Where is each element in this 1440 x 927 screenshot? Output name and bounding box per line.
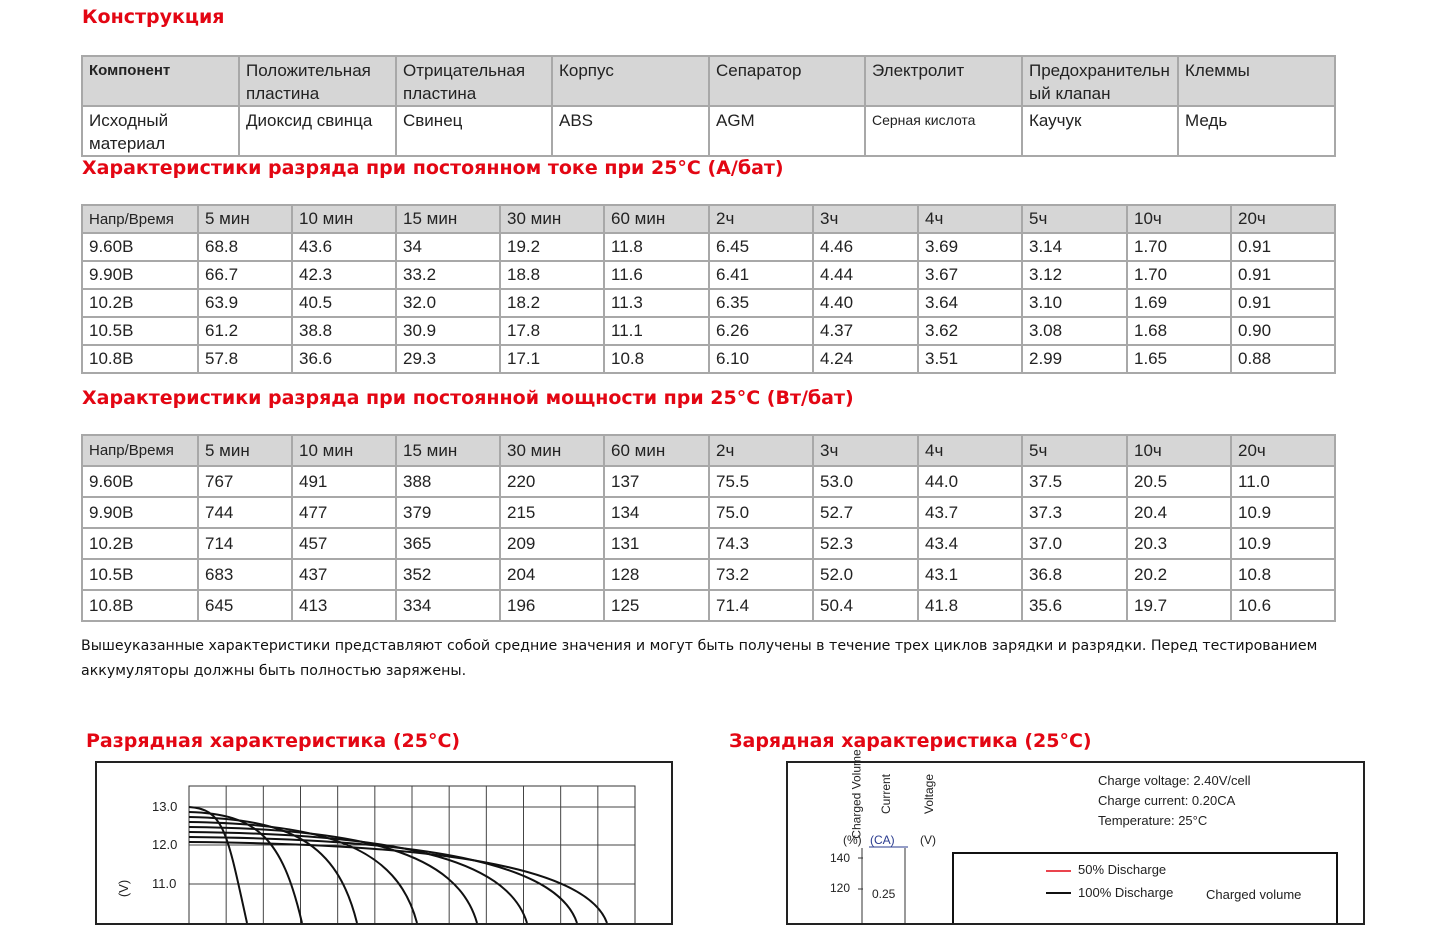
header-cell: 5ч — [1022, 435, 1127, 466]
voltage-cell: 10.5В — [82, 317, 198, 345]
charge-current-info: Charge current: 0.20CA — [1098, 793, 1236, 808]
discharge-chart-title: Разрядная характеристика (25°C) — [86, 730, 461, 752]
value-cell: 37.0 — [1022, 528, 1127, 559]
header-cell: 10 мин — [292, 435, 396, 466]
value-cell: 1.70 — [1127, 233, 1231, 261]
voltage-cell: 10.8В — [82, 590, 198, 621]
axis-label: Voltage — [922, 773, 937, 815]
value-cell: 767 — [198, 466, 292, 497]
value-cell: 10.8 — [1231, 559, 1335, 590]
voltage-cell: 10.2В — [82, 528, 198, 559]
value-cell: 491 — [292, 466, 396, 497]
value-cell: 137 — [604, 466, 709, 497]
value-cell: 744 — [198, 497, 292, 528]
table-cell: Диоксид свинца — [239, 106, 396, 156]
discharge-chart-frame — [95, 761, 673, 925]
value-cell: 196 — [500, 590, 604, 621]
charge-voltage-info: Charge voltage: 2.40V/cell — [1098, 773, 1251, 788]
value-cell: 30.9 — [396, 317, 500, 345]
value-cell: 683 — [198, 559, 292, 590]
value-cell: 11.0 — [1231, 466, 1335, 497]
table-cell: AGM — [709, 106, 865, 156]
value-cell: 74.3 — [709, 528, 813, 559]
header-cell: 2ч — [709, 205, 813, 233]
power-discharge-table — [81, 434, 1336, 622]
table-row — [82, 233, 1335, 261]
value-cell: 0.90 — [1231, 317, 1335, 345]
table-cell: Медь — [1178, 106, 1335, 156]
value-cell: 44.0 — [918, 466, 1022, 497]
value-cell: 52.7 — [813, 497, 918, 528]
value-cell: 29.3 — [396, 345, 500, 373]
value-cell: 3.62 — [918, 317, 1022, 345]
value-cell: 33.2 — [396, 261, 500, 289]
discharge-gridlines — [189, 786, 635, 923]
value-cell: 17.1 — [500, 345, 604, 373]
value-cell: 36.8 — [1022, 559, 1127, 590]
value-cell: 0.88 — [1231, 345, 1335, 373]
value-cell: 209 — [500, 528, 604, 559]
value-cell: 10.9 — [1231, 497, 1335, 528]
value-cell: 11.6 — [604, 261, 709, 289]
current-discharge-table — [81, 204, 1336, 374]
value-cell: 4.37 — [813, 317, 918, 345]
axis-unit: (%) — [843, 833, 862, 847]
value-cell: 0.91 — [1231, 233, 1335, 261]
value-cell: 34 — [396, 233, 500, 261]
voltage-cell: 10.2В — [82, 289, 198, 317]
header-cell: 10 мин — [292, 205, 396, 233]
header-cell: 60 мин — [604, 205, 709, 233]
table-header-row — [82, 435, 1335, 466]
charge-chart-frame — [786, 749, 1365, 925]
voltage-cell: 9.60В — [82, 466, 198, 497]
header-cell: 5ч — [1022, 205, 1127, 233]
construction-title: Конструкция — [82, 6, 225, 28]
value-cell: 57.8 — [198, 345, 292, 373]
header-cell: 5 мин — [198, 205, 292, 233]
value-cell: 52.0 — [813, 559, 918, 590]
value-cell: 35.6 — [1022, 590, 1127, 621]
value-cell: 43.1 — [918, 559, 1022, 590]
value-cell: 134 — [604, 497, 709, 528]
construction-header-row — [82, 56, 1335, 106]
table-cell: Серная кислота — [865, 106, 1022, 156]
value-cell: 215 — [500, 497, 604, 528]
header-cell: 3ч — [813, 435, 918, 466]
value-cell: 18.8 — [500, 261, 604, 289]
table-row — [82, 590, 1335, 621]
value-cell: 19.7 — [1127, 590, 1231, 621]
y-tick-label: 13.0 — [152, 799, 178, 814]
value-cell: 43.4 — [918, 528, 1022, 559]
value-cell: 6.35 — [709, 289, 813, 317]
value-cell: 437 — [292, 559, 396, 590]
value-cell: 11.8 — [604, 233, 709, 261]
value-cell: 18.2 — [500, 289, 604, 317]
axis-label: Charged Volume — [849, 749, 864, 839]
table-row — [82, 261, 1335, 289]
header-cell: Предохранительный клапан — [1022, 56, 1178, 106]
value-cell: 0.91 — [1231, 289, 1335, 317]
voltage-cell: 9.90В — [82, 261, 198, 289]
legend-50-label: 50% Discharge — [1078, 862, 1167, 877]
header-cell: 20ч — [1231, 435, 1335, 466]
value-cell: 66.7 — [198, 261, 292, 289]
value-cell: 40.5 — [292, 289, 396, 317]
value-cell: 6.10 — [709, 345, 813, 373]
voltage-cell: 10.8В — [82, 345, 198, 373]
value-cell: 37.5 — [1022, 466, 1127, 497]
value-cell: 1.65 — [1127, 345, 1231, 373]
value-cell: 379 — [396, 497, 500, 528]
header-cell: 5 мин — [198, 435, 292, 466]
value-cell: 20.3 — [1127, 528, 1231, 559]
header-cell: 30 мин — [500, 205, 604, 233]
value-cell: 75.0 — [709, 497, 813, 528]
value-cell: 334 — [396, 590, 500, 621]
header-cell: 4ч — [918, 435, 1022, 466]
table-row — [82, 528, 1335, 559]
value-cell: 131 — [604, 528, 709, 559]
table-row — [82, 497, 1335, 528]
value-cell: 43.7 — [918, 497, 1022, 528]
voltage-cell: 9.60В — [82, 233, 198, 261]
value-cell: 204 — [500, 559, 604, 590]
y-tick-label: 11.0 — [152, 876, 177, 891]
value-cell: 50.4 — [813, 590, 918, 621]
header-cell: 30 мин — [500, 435, 604, 466]
value-cell: 53.0 — [813, 466, 918, 497]
construction-material-row — [82, 106, 1335, 156]
table-row — [82, 559, 1335, 590]
axis-unit: (V) — [920, 833, 936, 847]
value-cell: 36.6 — [292, 345, 396, 373]
value-cell: 3.10 — [1022, 289, 1127, 317]
value-cell: 20.4 — [1127, 497, 1231, 528]
value-cell: 3.12 — [1022, 261, 1127, 289]
axis-label: Current — [879, 773, 894, 815]
value-cell: 10.6 — [1231, 590, 1335, 621]
voltage-cell: 10.5В — [82, 559, 198, 590]
value-cell: 20.5 — [1127, 466, 1231, 497]
value-cell: 11.3 — [604, 289, 709, 317]
value-cell: 6.45 — [709, 233, 813, 261]
y-tick-label: 120 — [830, 881, 851, 895]
value-cell: 20.2 — [1127, 559, 1231, 590]
discharge-curve — [189, 832, 527, 923]
header-cell: 60 мин — [604, 435, 709, 466]
header-cell: 10ч — [1127, 205, 1231, 233]
value-cell: 125 — [604, 590, 709, 621]
value-cell: 3.67 — [918, 261, 1022, 289]
value-cell: 2.99 — [1022, 345, 1127, 373]
discharge-curves — [189, 807, 607, 923]
value-cell: 128 — [604, 559, 709, 590]
table-row — [82, 466, 1335, 497]
value-cell: 61.2 — [198, 317, 292, 345]
value-cell: 352 — [396, 559, 500, 590]
header-cell: Положительная пластина — [239, 56, 396, 106]
table-cell: Свинец — [396, 106, 552, 156]
value-cell: 19.2 — [500, 233, 604, 261]
value-cell: 3.08 — [1022, 317, 1127, 345]
value-cell: 38.8 — [292, 317, 396, 345]
current-tick-label: 0.25 — [872, 887, 896, 901]
value-cell: 1.69 — [1127, 289, 1231, 317]
value-cell: 0.91 — [1231, 261, 1335, 289]
header-cell: 10ч — [1127, 435, 1231, 466]
value-cell: 37.3 — [1022, 497, 1127, 528]
header-cell: 3ч — [813, 205, 918, 233]
value-cell: 714 — [198, 528, 292, 559]
header-cell: 2ч — [709, 435, 813, 466]
temperature-info: Temperature: 25°C — [1098, 813, 1208, 828]
header-cell: Напр/Время — [82, 435, 198, 466]
y-axis-unit: (V) — [116, 879, 132, 898]
value-cell: 4.46 — [813, 233, 918, 261]
table-cell: Исходный материал — [82, 106, 239, 156]
header-cell: Сепаратор — [709, 56, 865, 106]
header-cell: 20ч — [1231, 205, 1335, 233]
current-table-body — [82, 205, 1335, 373]
power-table-body — [82, 435, 1335, 621]
value-cell: 388 — [396, 466, 500, 497]
value-cell: 68.8 — [198, 233, 292, 261]
value-cell: 3.51 — [918, 345, 1022, 373]
value-cell: 645 — [198, 590, 292, 621]
value-cell: 3.69 — [918, 233, 1022, 261]
header-cell: Электролит — [865, 56, 1022, 106]
y-tick-label: 140 — [830, 851, 851, 865]
table-header-row — [82, 205, 1335, 233]
header-cell: Клеммы — [1178, 56, 1335, 106]
footnote-text: Вышеуказанные характеристики представляют собой средние значения и могут быть получены в течение трех циклов зарядки и разрядки. Перед тестированием аккумуляторы должны быть полностью заряжены. — [81, 638, 1318, 679]
value-cell: 3.64 — [918, 289, 1022, 317]
value-cell: 4.24 — [813, 345, 918, 373]
value-cell: 3.14 — [1022, 233, 1127, 261]
axis-unit: (CA) — [870, 833, 895, 847]
value-cell: 73.2 — [709, 559, 813, 590]
power-table-title: Характеристики разряда при постоянной мощности при 25°C (Вт/бат) — [82, 387, 854, 409]
table-row — [82, 289, 1335, 317]
value-cell: 32.0 — [396, 289, 500, 317]
charged-volume-label: Charged volume — [1206, 887, 1302, 902]
y-tick-label: 12.0 — [152, 837, 178, 852]
legend-100-label: 100% Discharge — [1078, 885, 1174, 900]
value-cell: 11.1 — [604, 317, 709, 345]
value-cell: 10.8 — [604, 345, 709, 373]
value-cell: 413 — [292, 590, 396, 621]
value-cell: 43.6 — [292, 233, 396, 261]
header-cell: 15 мин — [396, 435, 500, 466]
value-cell: 41.8 — [918, 590, 1022, 621]
value-cell: 477 — [292, 497, 396, 528]
value-cell: 52.3 — [813, 528, 918, 559]
construction-table — [81, 55, 1336, 157]
value-cell: 220 — [500, 466, 604, 497]
value-cell: 457 — [292, 528, 396, 559]
table-row — [82, 317, 1335, 345]
value-cell: 75.5 — [709, 466, 813, 497]
current-table-title: Характеристики разряда при постоянном токе при 25°C (А/бат) — [82, 157, 784, 179]
value-cell: 1.70 — [1127, 261, 1231, 289]
value-cell: 17.8 — [500, 317, 604, 345]
table-cell: Каучук — [1022, 106, 1178, 156]
value-cell: 4.44 — [813, 261, 918, 289]
value-cell: 365 — [396, 528, 500, 559]
value-cell: 42.3 — [292, 261, 396, 289]
discharge-chart-svg — [97, 763, 671, 923]
header-cell: Напр/Время — [82, 205, 198, 233]
header-cell: Компонент — [82, 56, 239, 106]
table-cell: ABS — [552, 106, 709, 156]
value-cell: 6.41 — [709, 261, 813, 289]
value-cell: 4.40 — [813, 289, 918, 317]
value-cell: 1.68 — [1127, 317, 1231, 345]
value-cell: 10.9 — [1231, 528, 1335, 559]
header-cell: Отрицательная пластина — [396, 56, 552, 106]
header-cell: 15 мин — [396, 205, 500, 233]
charge-chart-title: Зарядная характеристика (25°C) — [729, 730, 1092, 752]
header-cell: Корпус — [552, 56, 709, 106]
header-cell: 4ч — [918, 205, 1022, 233]
voltage-cell: 9.90В — [82, 497, 198, 528]
value-cell: 6.26 — [709, 317, 813, 345]
value-cell: 63.9 — [198, 289, 292, 317]
value-cell: 71.4 — [709, 590, 813, 621]
table-row — [82, 345, 1335, 373]
